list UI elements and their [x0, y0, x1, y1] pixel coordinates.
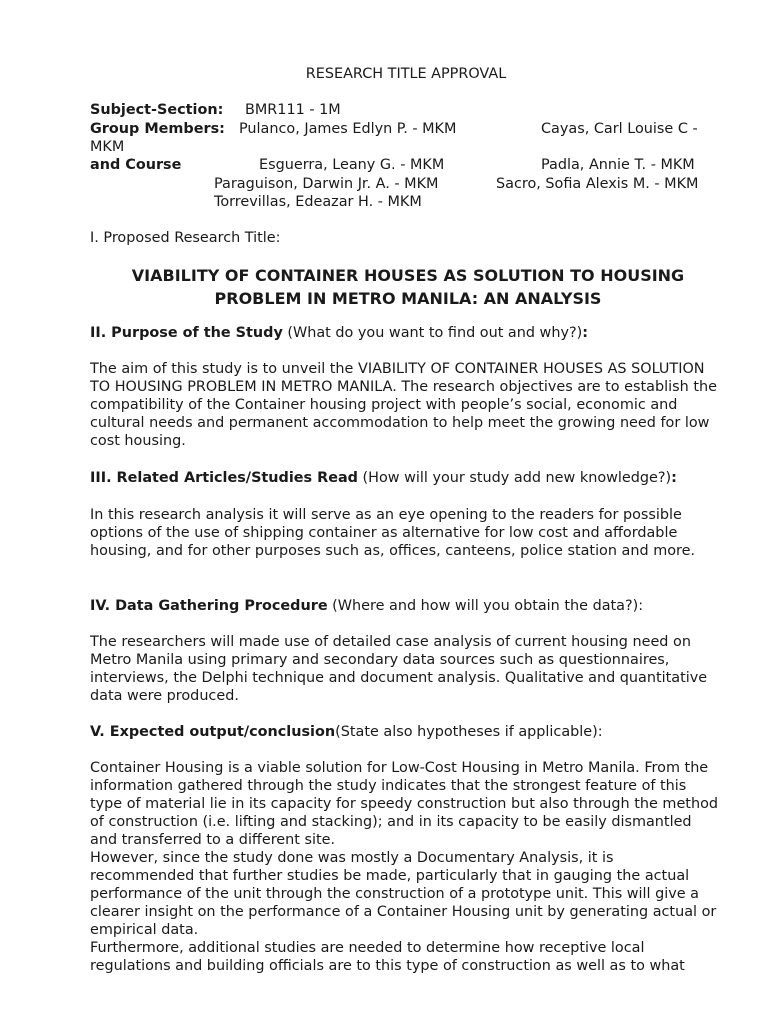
member-name: Esguerra, Leany G. - MKM [259, 157, 445, 173]
section-3-hint: (How will your study add new knowledge?) [357, 470, 672, 486]
section-5-paragraph-1: Container Housing is a viable solution for Low-Cost Housing in Metro Manila. From the information gathered through the study indicates that the strongest feature of this type of material lie in its capacity for speedy construction but also through the method of construction (i.e. lifting and stacking); and in its capacity to be easily dismantled and transferred to a different site. [90, 760, 719, 848]
section-5-hint: (State also hypotheses if applicable): [335, 724, 603, 740]
research-title-line-2: PROBLEM IN METRO MANILA: AN ANALYSIS [214, 289, 602, 308]
section-4-heading [90, 597, 730, 615]
member-name-continuation: MKM [90, 139, 125, 155]
section-5-heading [90, 723, 730, 741]
group-members-label: Group Members: [90, 121, 225, 137]
section-3-heading-text: III. Related Articles/Studies Read [90, 470, 358, 486]
section-5-paragraph-2: However, since the study done was mostly a Documentary Analysis, it is recommended that further studies be made, particularly that in gauging the actual performance of the unit through the construction of a prototype unit. This will give a clearer insight on the performance of a Container Housing unit by generating actual or empirical data. [90, 850, 717, 938]
member-name: Cayas, Carl Louise C - [541, 121, 698, 137]
member-name: Pulanco, James Edlyn P. - MKM [239, 121, 457, 137]
course-label: and Course [90, 157, 182, 173]
section-5-heading-text: V. Expected output/conclusion [90, 724, 336, 740]
section-3-colon: : [671, 470, 677, 486]
document-title: RESEARCH TITLE APPROVAL [305, 66, 507, 82]
member-name: Paraguison, Darwin Jr. A. - MKM [214, 176, 439, 192]
member-name: Padla, Annie T. - MKM [541, 157, 695, 173]
section-2-body: The aim of this study is to unveil the VIABILITY OF CONTAINER HOUSES AS SOLUTION TO HOUSING PROBLEM IN METRO MANILA. The research objectives are to establish the compatibility of the Container housing project with people’s social, economic and cultural needs and permanent accommodation to help meet the growing need for low cost housing. [90, 361, 717, 449]
section-2-heading-text: II. Purpose of the Study [90, 325, 283, 341]
section-4-heading-text: IV. Data Gathering Procedure [90, 598, 328, 614]
section-3-body: In this research analysis it will serve as an eye opening to the readers for possible options of the use of shipping container as alternative for low cost and affordable housing, and for other purposes such as, offices, canteens, police station and more. [90, 507, 696, 559]
section-5-body [90, 759, 720, 975]
section-2-colon: : [582, 325, 588, 341]
research-title [80, 264, 736, 310]
subject-section-label: Subject-Section: [90, 102, 224, 118]
section-4-body: The researchers will made use of detailed case analysis of current housing need on Metro Manila using primary and secondary data sources such as questionnaires, interviews, the Delphi technique and document analysis. Qualitative and quantitative data were produced. [90, 634, 708, 704]
section-1-heading: I. Proposed Research Title: [90, 230, 281, 246]
subject-section-value: BMR111 - 1M [245, 102, 341, 118]
research-title-line-1: VIABILITY OF CONTAINER HOUSES AS SOLUTION TO HOUSING [131, 266, 685, 285]
section-5-paragraph-3: Furthermore, additional studies are needed to determine how receptive local regulations and building officials are to this type of construction as well as to what [90, 940, 685, 974]
section-3-heading [90, 469, 730, 487]
section-4-hint: (Where and how will you obtain the data?): [327, 598, 644, 614]
section-2-hint: (What do you want to find out and why?) [282, 325, 583, 341]
member-name: Sacro, Sofia Alexis M. - MKM [496, 176, 699, 192]
member-name: Torrevillas, Edeazar H. - MKM [214, 194, 422, 210]
section-2-heading [90, 324, 730, 342]
